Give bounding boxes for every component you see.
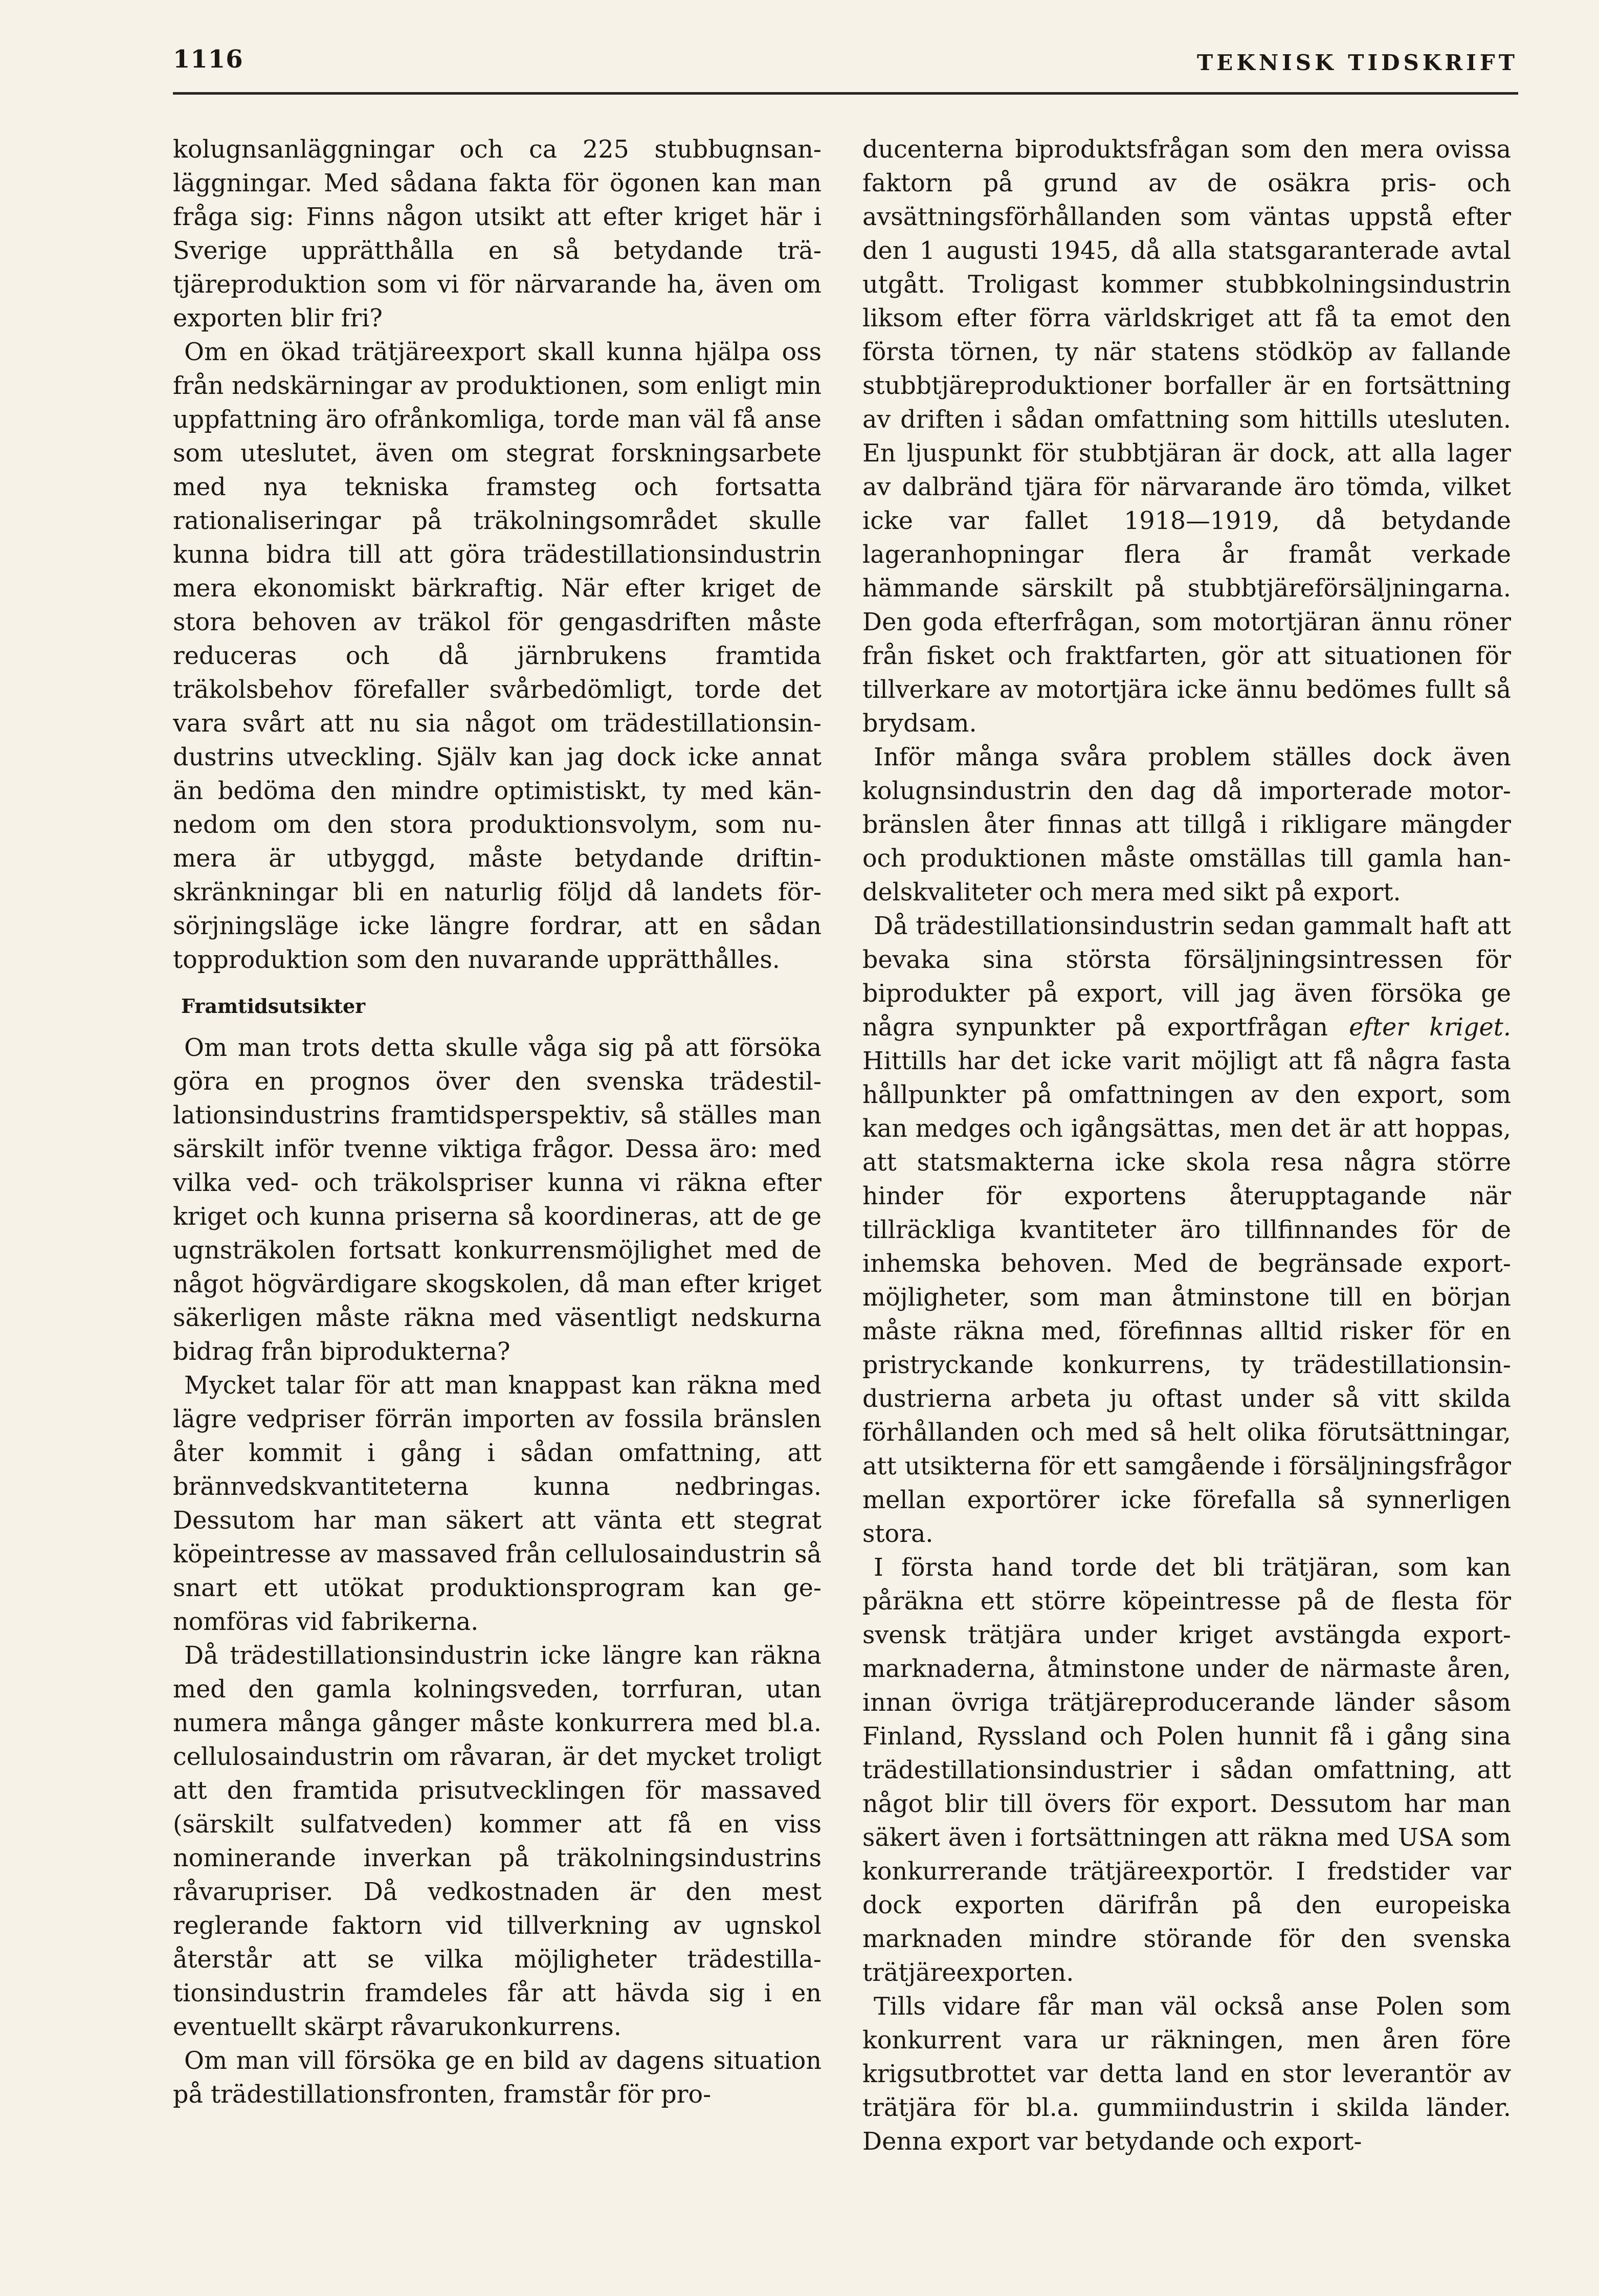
- page-number: 1116: [173, 45, 243, 74]
- emphasized-text: efter kriget.: [1349, 1013, 1511, 1042]
- paragraph: kolugnsanläggningar och ca 225 stubbugnsanläggningar. Med sådana fakta för ögonen kan man fråga sig: Finns någon utsikt att efter kriget här i Sverige upprätthålla en så betydande trätjäreproduktion som vi för närvarande ha, även om exporten blir fri?: [173, 136, 821, 333]
- section-heading: Framtidsutsikter: [181, 995, 366, 1018]
- left-column: [173, 133, 821, 2112]
- paragraph: I första hand torde det bli trätjäran, som kan påräkna ett större köpeintresse på de flesta för svensk trätjära under kriget avstängda exportmarknaderna, åtminstone under de närmaste åren, innan övriga trätjäreproducerande länder såsom Finland, Ryssland och Polen hunnit få i gång sina trädestillationsindustrier i sådan omfattning, att något blir till övers för export. Dessutom har man säkert även i fortsättningen att räkna med USA som konkurrerande trätjäreexportör. I fredstider var dock exporten därifrån på den europeiska marknaden mindre störande för den svenska trätjäreexporten.: [862, 1554, 1511, 1987]
- right-column: [862, 133, 1511, 2159]
- paragraph: Inför många svåra problem ställes dock även kolugnsindustrin den dag då importerade motorbränslen åter finnas att tillgå i rikligare mängder och produktionen måste omställas till gamla handelskvaliteter och mera med sikt på export.: [862, 743, 1511, 907]
- paragraph: Om man vill försöka ge en bild av dagens situation på trädestillationsfronten, framstår för pro-: [173, 2047, 821, 2109]
- paragraph: Mycket talar för att man knappast kan räkna med lägre vedpriser förrän importen av fossila bränslen åter kommit i gång i sådan omfattning, att brännvedskvantiteterna kunna nedbringas. Dessutom har man säkert att vänta ett stegrat köpeintresse av massaved från cellulosaindustrin så snart ett utökat produktionsprogram kan genomföras vid fabrikerna.: [173, 1372, 821, 1636]
- journal-title: TEKNISK TIDSKRIFT: [1196, 50, 1518, 75]
- page-header: [173, 41, 1518, 95]
- paragraph: Om en ökad trätjäreexport skall kunna hjälpa oss från nedskärningar av produktionen, som enligt min uppfattning äro ofrånkomliga, torde man väl få anse som uteslutet, även om stegrat forskningsarbete med nya tekniska framsteg och fortsatta rationaliseringar på träkolningsområdet skulle kunna bidra till att göra trädestillationsindustrin mera ekonomiskt bärkraftig. När efter kriget de stora behoven av träkol för gengasdriften måste reduceras och då järnbrukens framtida träkolsbehov förefaller svårbedömligt, torde det vara svårt att nu sia något om trädestillationsindustrins utveckling. Själv kan jag dock icke annat än bedöma den mindre optimistiskt, ty med kännedom om den stora produktionsvolym, som numera är utbyggd, måste betydande driftinskränkningar bli en naturlig följd då landets försörjningsläge icke längre fordrar, att en sådan topproduktion som den nuvarande upprätthålles.: [173, 338, 821, 974]
- paragraph: Om man trots detta skulle våga sig på att försöka göra en prognos över den svenska trädestillationsindustrins framtidsperspektiv, så ställes man särskilt inför tvenne viktiga frågor. Dessa äro: med vilka ved- och träkolspriser kunna vi räkna efter kriget och kunna priserna så koordineras, att de ge ugnsträkolen fortsatt konkurrensmöjlighet med de något högvärdigare skogskolen, då man efter kriget säkerligen måste räkna med väsentligt nedskurna bidrag från biprodukterna?: [173, 1034, 821, 1366]
- paragraph: ducenterna biproduktsfrågan som den mera ovissa faktorn på grund av de osäkra pris- och avsättningsförhållanden som väntas uppstå efter den 1 augusti 1945, då alla statsgaranterade avtal utgått. Troligast kommer stubbkolningsindustrin liksom efter förra världskriget att få ta emot den första törnen, ty när statens stödköp av fallande stubbtjäreproduktioner borfaller är en fortsättning av driften i sådan omfattning som hittills utesluten. En ljuspunkt för stubbtjäran är dock, att alla lager av dalbränd tjära för närvarande äro tömda, vilket icke var fallet 1918—1919, då betydande lageranhopningar flera år framåt verkade hämmande särskilt på stubbtjäreförsäljningarna. Den goda efterfrågan, som motortjäran ännu röner från fisket och fraktfarten, gör att situationen för tillverkare av motortjära icke ännu bedömes fullt så brydsam.: [862, 136, 1511, 738]
- paragraph-text: Hittills har det icke varit möjligt att få några fasta hållpunkter på omfattningen av den export, som kan medges och igångsättas, men det är att hoppas, att statsmakterna icke skola resa några större hinder för exportens återupptagande när tillräckliga kvantiteter äro tillfinnandes för de inhemska behoven. Med de begränsade exportmöjligheter, som man åtminstone till en början måste räkna med, förefinnas alltid risker för en pristryckande konkurrens, ty trädestillationsindustrierna arbeta ju oftast under så vitt skilda förhållanden och med så helt olika förutsättningar, att utsikterna för ett samgående i försäljningsfrågor mellan exportörer icke förefalla så synnerligen stora.: [862, 1047, 1511, 1548]
- paragraph: [862, 910, 1511, 1551]
- paragraph-text: Då trädestillationsindustrin sedan gammalt haft att bevaka sina största försäljningsintressen för biprodukter på export, vill jag även försöka ge några synpunkter på exportfrågan: [862, 912, 1511, 1042]
- paragraph: Då trädestillationsindustrin icke längre kan räkna med den gamla kolningsveden, torrfuran, utan numera många gånger måste konkurrera med bl.a. cellulosaindustrin om råvaran, är det mycket troligt att den framtida prisutvecklingen för massaved (särskilt sulfatveden) kommer att få en viss nominerande inverkan på träkolningsindustrins råvarupriser. Då vedkostnaden är den mest reglerande faktorn vid tillverkning av ugnskol återstår att se vilka möjligheter trädestillationsindustrin framdeles får att hävda sig i en eventuellt skärpt råvarukonkurrens.: [173, 1642, 821, 2041]
- paragraph: Tills vidare får man väl också anse Polen som konkurrent vara ur räkningen, men åren före krigsutbrottet var detta land en stor leverantör av trätjära för bl.a. gummiindustrin i skilda länder. Denna export var betydande och export-: [862, 1993, 1511, 2156]
